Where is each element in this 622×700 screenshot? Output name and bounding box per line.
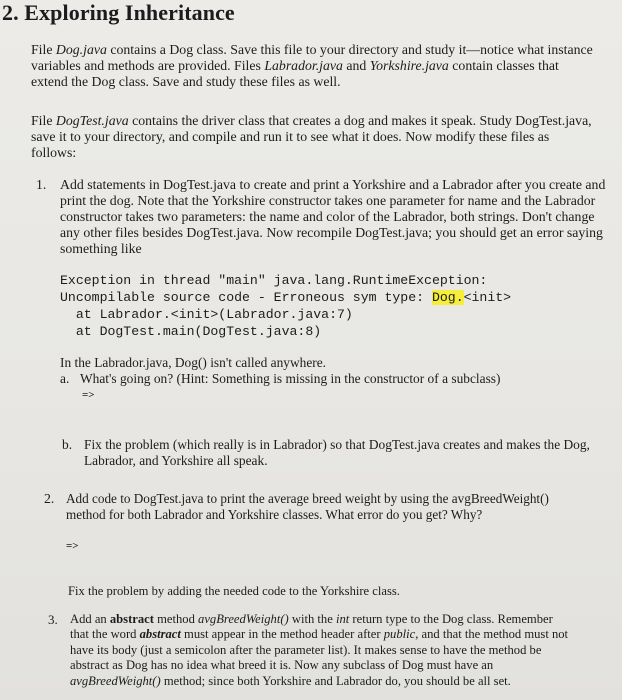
answer-arrow-icon: => [66,540,79,552]
code-line: at Labrador.<init>(Labrador.java:7) [60,307,353,322]
intro-text: contains the driver class that creates a dog and makes it speak. Study DogTest.java, save it to your directory, and compile and run it to see what it does. Now modify these files as follows: [31,113,592,160]
list-item-1-text: Add statements in DogTest.java to create and print a Yorkshire and a Labrador after you create and print the dog. Note that the Yorkshire constructor takes one parameter for name and the Labrador constructor takes two parameters: the name and color of the Labrador, both strings. Don't change any other files besides DogTest.java. Now recompile DogTest.java; you should get an error saying something like [60,177,606,256]
intro-paragraph-1 [31,42,593,90]
item-text: method; since both Yorkshire and Labrador do, you should be all set. [160,673,511,688]
method-name: avgBreedWeight() [70,673,161,688]
intro-text: and [342,58,370,73]
intro-paragraph-2 [31,113,593,161]
code-line: <init> [463,290,512,305]
list-number: 3. [48,612,58,627]
list-number: 1. [36,177,47,192]
keyword-abstract: abstract [139,627,181,642]
file-name-labrador: Labrador.java [264,58,343,73]
intro-text: contain classes that extend the Dog class. Save and study these files as well. [31,58,559,89]
item-text: with the [288,612,336,626]
item-text: Add an [70,612,110,626]
file-name-yorkshire: Yorkshire.java [369,58,449,73]
item-text: must appear in the method header after [180,627,384,642]
intro-text: File [31,42,56,57]
answer-arrow-icon: => [82,389,95,401]
file-name-dog: Dog.java [55,42,107,57]
method-name: avgBreedWeight() [198,612,289,626]
keyword-public: public [383,627,416,642]
sub-b-text: Fix the problem (which really is in Labrador) so that DogTest.java creates and makes the Dog, Labrador, and Yorkshire all speak. [84,437,590,468]
item-text: return type to the Dog class. Remember that the word [70,612,553,642]
highlighted-code: Dog. [431,290,464,305]
sub-b-label: b. [62,437,73,452]
code-line: Uncompilable source code - Erroneous sym type: [60,290,432,305]
section-title: 2. Exploring Inheritance [2,0,235,25]
list-number: 2. [44,491,55,506]
labrador-note: In the Labrador.java, Dog() isn't called anywhere. [60,355,327,370]
fix-note: Fix the problem by adding the needed code to the Yorkshire class. [68,584,400,598]
list-item-2-text: Add code to DogTest.java to print the average breed weight by using the avgBreedWeight() method for both Labrador and Yorkshire classes. What error do you get? Why? [66,491,549,522]
item-text: method [153,612,199,626]
code-line: at DogTest.main(DogTest.java:8) [60,324,322,339]
keyword-abstract: abstract [109,612,154,626]
error-code-block [60,272,511,340]
code-line: Exception in thread "main" java.lang.RuntimeException: [60,273,488,288]
list-item-3-text [70,612,570,689]
sub-a-label: a. [60,371,70,386]
keyword-int: int [335,612,350,626]
item-text: , and that the method must not have its body (just a semicolon after the parameter list). It makes sense to have the method be abstract as Dog has no idea what breed it is. Now any subclass of Dog must have an [70,627,569,673]
intro-text: File [31,113,56,128]
sub-a-text: What's going on? (Hint: Something is missing in the constructor of a subclass) [80,371,501,386]
intro-text: contains a Dog class. Save this file to your directory and study it—notice what instance variables and methods are provided. Files [31,42,593,73]
file-name-dogtest: DogTest.java [55,113,129,128]
